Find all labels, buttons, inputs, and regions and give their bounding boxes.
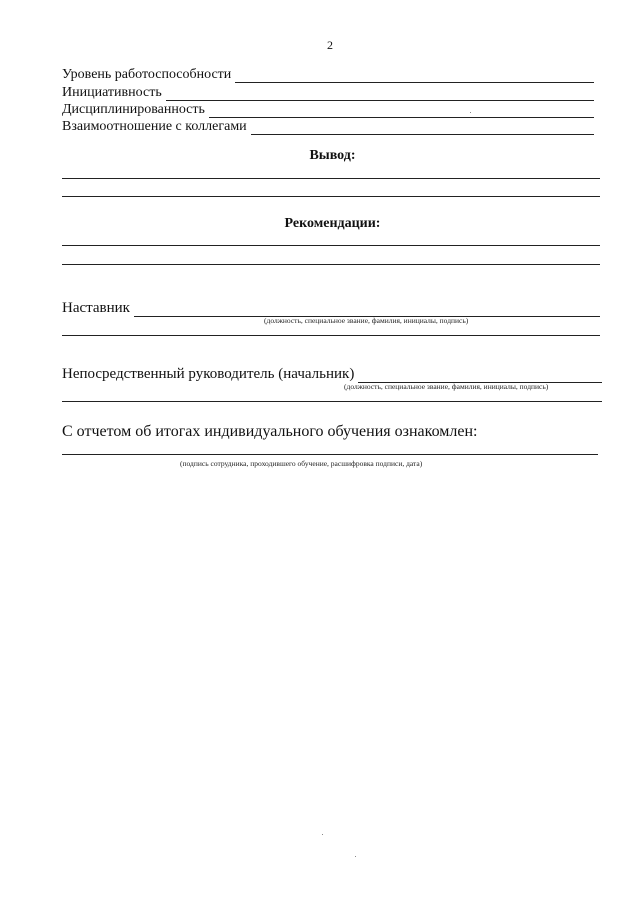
- page-number: 2: [327, 38, 333, 52]
- recommendations-line-1[interactable]: [62, 245, 600, 246]
- field-label: Уровень работоспособности: [62, 67, 232, 82]
- mentor-row: [62, 300, 600, 317]
- recommendations-line-2[interactable]: [62, 264, 600, 265]
- field-blank-line[interactable]: [251, 122, 594, 135]
- field-discipline: [62, 102, 594, 118]
- field-label: Взаимоотношение с коллегами: [62, 119, 247, 134]
- supervisor-extra-line[interactable]: [62, 401, 602, 402]
- mentor-label: Наставник: [62, 300, 130, 316]
- scan-speck: [322, 834, 323, 835]
- field-initiative: [62, 85, 594, 101]
- conclusion-heading: Вывод:: [309, 148, 356, 163]
- conclusion-line-1[interactable]: [62, 178, 600, 179]
- supervisor-hint: (должность, специальное звание, фамилия, инициалы, подпись): [344, 382, 549, 391]
- acknowledgement-hint: (подпись сотрудника, проходившего обучение, расшифровка подписи, дата): [180, 459, 423, 468]
- mentor-hint: (должность, специальное звание, фамилия, инициалы, подпись): [264, 316, 469, 325]
- field-label: Дисциплинированность: [62, 102, 205, 117]
- scan-speck: [470, 112, 471, 113]
- field-colleague-relations: [62, 119, 594, 135]
- supervisor-label: Непосредственный руководитель (начальник): [62, 366, 355, 382]
- scan-speck: [355, 856, 356, 857]
- recommendations-heading: Рекомендации:: [284, 216, 381, 231]
- supervisor-row: [62, 366, 602, 383]
- acknowledgement-signature-line[interactable]: [62, 454, 598, 455]
- field-work-capacity: [62, 67, 594, 83]
- field-blank-line[interactable]: [209, 105, 594, 118]
- conclusion-line-2[interactable]: [62, 196, 600, 197]
- field-label: Инициативность: [62, 85, 162, 100]
- field-blank-line[interactable]: [235, 70, 594, 83]
- mentor-extra-line[interactable]: [62, 335, 600, 336]
- acknowledgement-text: С отчетом об итогах индивидуального обучения ознакомлен:: [62, 423, 478, 440]
- field-blank-line[interactable]: [166, 88, 594, 101]
